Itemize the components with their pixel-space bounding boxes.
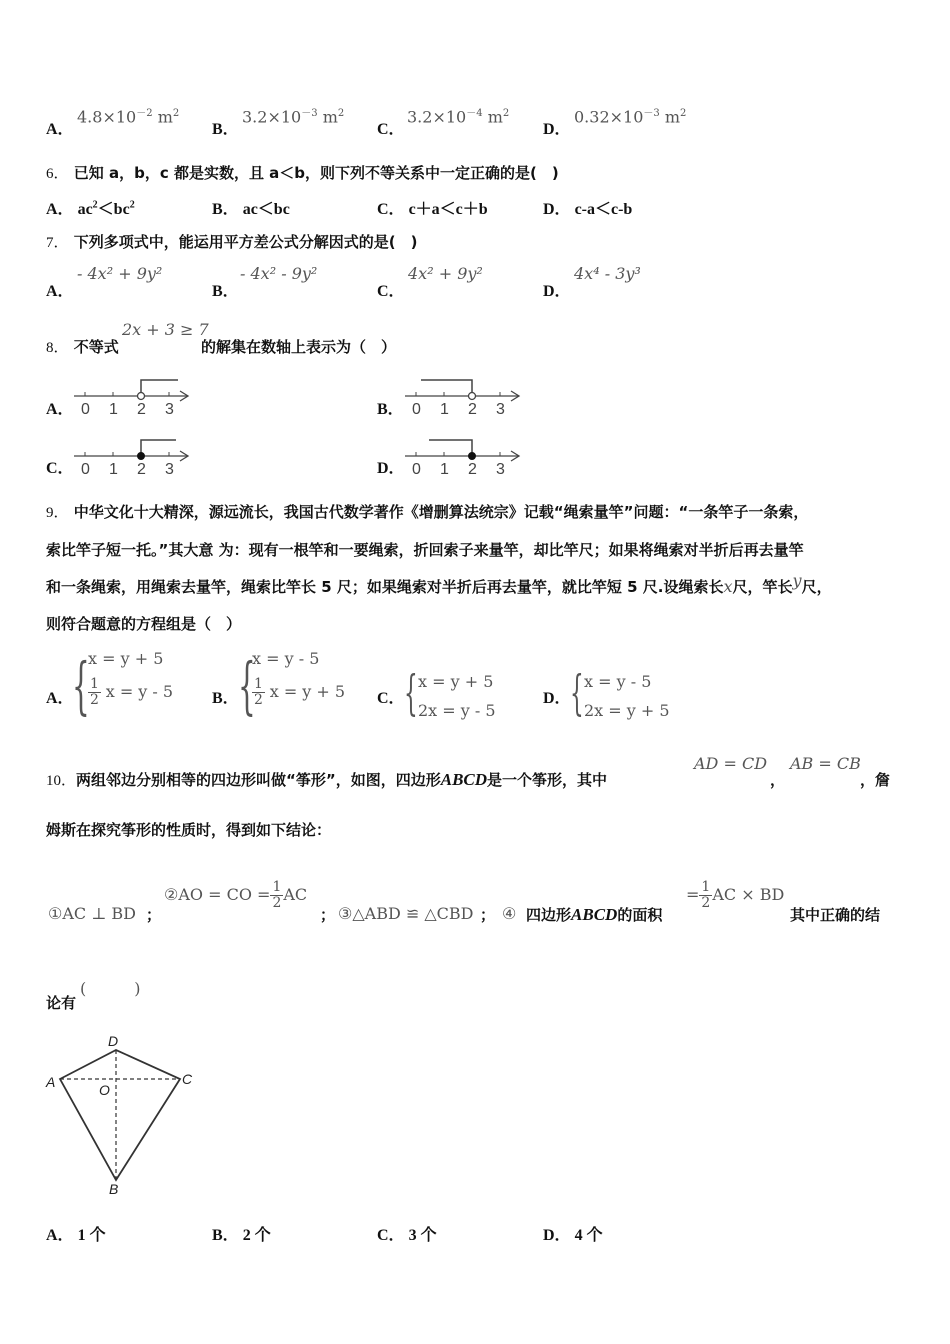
q10-conclusion-1: ①AC ⊥ BD xyxy=(48,904,136,923)
q10-line2: 姆斯在探究筝形的性质时，得到如下结论： xyxy=(46,821,332,839)
q7-option-c-expr: 4x² + 9y² xyxy=(408,264,483,283)
q7-option-d-label: D． xyxy=(543,283,571,300)
q7-option-a-expr: - 4x² + 9y² xyxy=(77,264,163,283)
tick-label: 2 xyxy=(137,461,146,478)
q9-line1: 9． 中华文化十大精深，源远流长，我国古代数学著作《增删算法统宗》记载“绳索量竿”问题：“一条竿子一条索， xyxy=(46,503,809,521)
tick-label: 1 xyxy=(109,461,118,478)
q6-option-a: A． $ac^2<bc^2$ xyxy=(46,199,135,218)
q9-option-a-eq1: x = y + 5 xyxy=(88,649,164,668)
q10-line1: 10．两组邻边分别相等的四边形叫做“筝形”，如图，四边形ABCD是一个筝形，其中 AD = CD ， AB = CB ，詹 xyxy=(46,754,891,789)
q6-options xyxy=(0,196,950,220)
point-label-d: D xyxy=(108,1033,119,1049)
q10-eq2: AB = CB xyxy=(790,754,861,773)
tick-label: 3 xyxy=(165,461,174,478)
q5-option-b-label: B． xyxy=(212,121,239,138)
q8-stem: 8． 不等式 2x + 3 ≥ 7 的解集在数轴上表示为（ ） xyxy=(46,320,397,356)
q10-conclusion-4: 四边形ABCD的面积 xyxy=(526,905,663,924)
tick-label: 1 xyxy=(109,401,118,418)
q6-option-b: B． ac＜bc xyxy=(212,201,290,218)
q7-option-c-label: C． xyxy=(377,283,405,300)
q9-option-b-eq2: $\frac{1}{2}$ x = y + 5 xyxy=(254,676,346,708)
q7-option-b-label: B． xyxy=(212,283,239,300)
q8-inequality: 2x + 3 ≥ 7 xyxy=(122,320,209,339)
tick-label: 2 xyxy=(137,401,146,418)
q9-option-d-eq1: x = y - 5 xyxy=(584,672,652,691)
q7-option-d-expr: 4x⁴ - 3y³ xyxy=(574,264,641,283)
q8-numberline-a xyxy=(68,372,198,418)
q9-option-a-eq2: $\frac{1}{2}$ x = y - 5 xyxy=(90,676,174,708)
tick-label: 1 xyxy=(440,401,449,418)
q8-option-d-label: D． xyxy=(377,460,405,477)
q10-option-d: D． 4 个 xyxy=(543,1227,603,1244)
brace-icon: { xyxy=(404,665,418,721)
q5-option-d-label: D． xyxy=(543,121,571,138)
tick-label: 1 xyxy=(440,461,449,478)
q9-options xyxy=(0,645,950,725)
q9-option-a-label: A． xyxy=(46,690,74,707)
q6-option-d: D． c-a＜c-b xyxy=(543,201,633,218)
tick-label: 3 xyxy=(496,401,505,418)
point-label-a: A xyxy=(46,1074,56,1090)
q9-option-d-eq2: 2x = y + 5 xyxy=(584,701,670,720)
q9-option-c-label: C． xyxy=(377,690,405,707)
brace-icon: { xyxy=(72,649,90,722)
q5-option-b-expr: $3.2\times 10^{-3}$ $m^2$ xyxy=(242,107,345,127)
q6-option-c: C． c＋a＜c＋b xyxy=(377,201,488,218)
q10-conclusion-4-num: ④ xyxy=(502,904,517,923)
q5-option-c-label: C． xyxy=(377,121,405,138)
q10-conclusions: ①AC ⊥ BD ； ②AO = CO = $\frac{1}{2}$ AC ； ③△ABD ≌ △CBD ； ④ 四边形ABCD的面积 = $\frac{1}{2}$ AC × BD 其中正确的结 xyxy=(48,879,881,924)
tick-label: 2 xyxy=(468,461,477,478)
q9-option-c-eq2: 2x = y - 5 xyxy=(418,701,496,720)
q10-option-c: C． 3 个 xyxy=(377,1227,437,1244)
q7-option-a-label: A． xyxy=(46,283,74,300)
q9-option-d-label: D． xyxy=(543,690,571,707)
q9-line4: 则符合题意的方程组是（ ） xyxy=(46,615,242,633)
q10-conclusion-4-formula: = $\frac{1}{2}$ AC × BD xyxy=(686,879,785,911)
q10-option-a: A． 1 个 xyxy=(46,1227,106,1244)
q8-numberline-d xyxy=(399,432,529,478)
point-label-b: B xyxy=(109,1181,119,1197)
q9-option-b-eq1: x = y - 5 xyxy=(252,649,320,668)
point-label-c: C xyxy=(182,1071,193,1087)
kite-figure xyxy=(40,1030,210,1200)
q5-options xyxy=(0,100,950,140)
brace-icon: { xyxy=(238,649,256,722)
tick-label: 0 xyxy=(412,461,421,478)
q7-options xyxy=(0,262,950,298)
q10-options xyxy=(0,1222,950,1246)
q6-stem: 6． 已知 a，b，c 都是实数，且 a＜b，则下列不等关系中一定正确的是( ) xyxy=(46,164,559,182)
tick-label: 0 xyxy=(412,401,421,418)
q8-option-b-label: B． xyxy=(377,401,404,418)
q10-answer-paren: ( ) xyxy=(80,979,141,998)
kite-outline xyxy=(60,1050,180,1180)
q8-option-a-label: A． xyxy=(46,401,74,418)
q5-option-a-expr: $4.8\times 10^{-2}$ $m^2$ xyxy=(77,107,180,127)
tick-label: 0 xyxy=(81,401,90,418)
q9-line2: 索比竿子短一托。”其大意 为：现有一根竿和一要绳索，折回索子来量竿，却比竿尺；如果将绳索对半折后再去量竿 xyxy=(46,541,804,559)
q9-option-c-eq1: x = y + 5 xyxy=(418,672,494,691)
q10-eq1: AD = CD xyxy=(694,754,768,773)
q10-conclusion-3: ③△ABD ≌ △CBD xyxy=(338,904,474,923)
q5-option-d-expr: $0.32\times 10^{-3}$ $m^2$ xyxy=(574,107,687,127)
brace-icon: { xyxy=(570,665,584,721)
tick-label: 0 xyxy=(81,461,90,478)
q10-line4: 论有 xyxy=(46,994,77,1012)
q9-option-b-label: B． xyxy=(212,690,239,707)
q8-numberline-c xyxy=(68,432,198,478)
point-label-o: O xyxy=(99,1082,110,1098)
q8-numberline-b xyxy=(399,372,529,418)
q9-line3: 和一条绳索，用绳索去量竿，绳索比竿长 5 尺；如果绳索对半折后再去量竿，就比竿短 5 尺.设绳索长x尺，竿长y尺， xyxy=(46,571,832,596)
q8-option-c-label: C． xyxy=(46,460,74,477)
q7-option-b-expr: - 4x² - 9y² xyxy=(240,264,318,283)
q5-option-a-label: A． xyxy=(46,121,74,138)
q5-option-c-expr: $3.2\times 10^{-4}$ $m^2$ xyxy=(407,107,510,127)
q10-conclusion-2: ②AO = CO = $\frac{1}{2}$ AC xyxy=(164,879,308,911)
tick-label: 2 xyxy=(468,401,477,418)
q10-option-b: B． 2 个 xyxy=(212,1227,271,1244)
tick-label: 3 xyxy=(165,401,174,418)
tick-label: 3 xyxy=(496,461,505,478)
q7-stem: 7． 下列多项式中，能运用平方差公式分解因式的是( ) xyxy=(46,233,418,251)
